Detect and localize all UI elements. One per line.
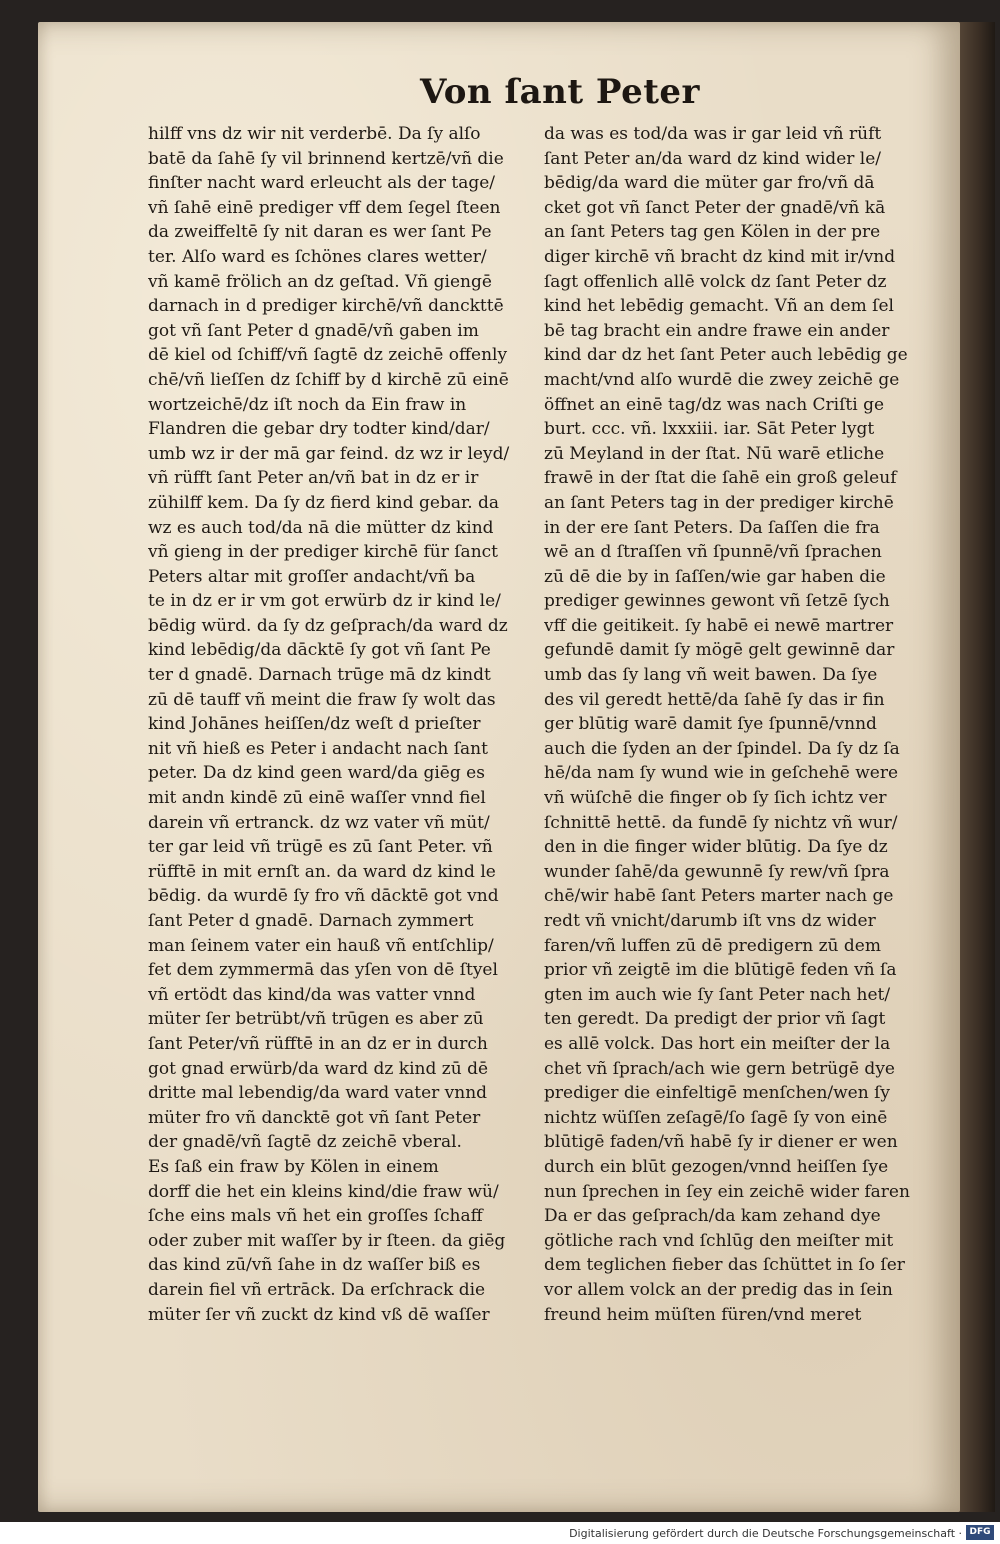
left-text-column — [148, 122, 528, 1327]
text-line: das kind zū/vñ ſahe in dz waſſer biß es — [148, 1255, 481, 1276]
text-line: man ſeinem vater ein hauß vñ entſchlip/ — [148, 935, 494, 956]
text-line: ſant Peter/vñ rüfftē in an dz er in durch — [148, 1033, 488, 1054]
text-line: chet vñ ſprach/ach wie gern betrügē dye — [544, 1058, 895, 1079]
text-line: da was es tod/da was ir gar leid vñ rüft — [544, 124, 882, 144]
text-line: müter ſer betrübt/vñ trūgen es aber zū — [148, 1009, 484, 1030]
text-line: bēdig würd. da ſy dz geſprach/da ward dz — [148, 615, 508, 636]
text-line: kind het lebēdig gemacht. Vñ an dem ſel — [544, 296, 894, 317]
text-line: finſter nacht ward erleucht als der tage/ — [148, 173, 496, 194]
text-line: ſant Peter d gnadē. Darnach zymmert — [148, 911, 474, 931]
text-line: nit vñ hieß es Peter i andacht nach ſant — [148, 738, 488, 759]
text-line: rüfftē in mit ernſt an. da ward dz kind le — [148, 861, 496, 882]
text-line: prior vñ zeigtē im die blūtigē feden vñ ſa — [544, 960, 897, 981]
text-line: prediger die einfeltigē menſchen/wen ſy — [544, 1083, 890, 1104]
text-line: vñ wüſchē die finger ob ſy ſich ichtz ver — [544, 788, 887, 809]
text-line: nichtz wüſſen zeſagē/ſo ſagē ſy von einē — [544, 1107, 888, 1128]
text-line: des vil geredt hettē/da ſahē ſy das ir fin — [544, 689, 885, 710]
text-line: dē kiel od ſchiff/vñ ſagtē dz zeichē offenly — [148, 345, 508, 366]
text-line: in der ere ſant Peters. Da ſaſſen die fra — [544, 517, 880, 538]
text-line: durch ein blūt gezogen/vnnd heiſſen ſye — [544, 1156, 889, 1177]
text-line: an ſant Peters tag gen Kölen in der pre — [544, 222, 881, 243]
text-line: dorff die het ein kleins kind/die fraw wü/ — [148, 1181, 499, 1202]
text-line: ger blūtig warē damit ſye ſpunnē/vnnd — [544, 714, 877, 735]
text-line: prediger gewinnes gewont vñ ſetzē ſych — [544, 591, 890, 612]
text-line: redt vñ vnicht/darumb iſt vns dz wider — [544, 911, 876, 931]
text-line: te in dz er ir vm got erwürb dz ir kind le/ — [148, 591, 501, 612]
text-line: ſche eins mals vñ het ein groſſes ſchaff — [148, 1206, 483, 1227]
text-line: an ſant Peters tag in der prediger kirchē — [544, 492, 894, 513]
text-line: es allē volck. Das hort ein meiſter der la — [544, 1033, 891, 1054]
text-line: chē/wir habē ſant Peters marter nach ge — [544, 886, 894, 907]
text-line: bē tag bracht ein andre frawe ein ander — [544, 320, 890, 341]
text-line: der gnadē/vñ ſagtē dz zeichē vberal. — [148, 1132, 462, 1153]
text-line: umb wz ir der mā gar feind. dz wz ir leyd/ — [148, 443, 510, 464]
text-line: wē an d ſtraſſen vñ ſpunnē/vñ ſprachen — [544, 542, 882, 563]
text-line: ſant Peter an/da ward dz kind wider le/ — [544, 148, 882, 169]
text-line: wz es auch tod/da nā die mütter dz kind — [148, 517, 494, 538]
text-line: nun ſprechen in ſey ein zeichē wider faren — [544, 1181, 910, 1202]
text-line: götliche rach vnd ſchlūg den meiſter mit — [544, 1230, 894, 1251]
text-line: diger kirchē vñ bracht dz kind mit ir/vnd — [544, 246, 896, 267]
text-line: batē da ſahē ſy vil brinnend kertzē/vñ die — [148, 148, 504, 169]
text-line: ſchnittē hettē. da fundē ſy nichtz vñ wur/ — [544, 812, 898, 833]
text-line: chē/vñ lieſſen dz ſchiff by d kirchē zū einē — [148, 369, 509, 390]
text-line: vñ rüfft ſant Peter an/vñ bat in dz er ir — [148, 468, 479, 489]
text-line: faren/vñ luffen zū dē predigern zū dem — [544, 935, 881, 956]
funding-credit: Digitalisierung gefördert durch die Deutsche Forschungsgemeinschaft · — [569, 1527, 962, 1540]
text-line: müter fro vñ dancktē got vñ ſant Peter — [148, 1107, 481, 1128]
text-line: wunder ſahē/da gewunnē ſy rew/vñ ſpra — [544, 861, 890, 882]
text-line: zū Meyland in der ſtat. Nū warē etliche — [544, 443, 885, 464]
text-line: gten im auch wie ſy ſant Peter nach het/ — [544, 984, 891, 1005]
text-line: gefundē damit ſy mögē gelt gewinnē dar — [544, 640, 895, 661]
text-line: Peters altar mit groſſer andacht/vñ ba — [148, 566, 476, 587]
text-line: ten geredt. Da predigt der prior vñ ſagt — [544, 1009, 886, 1030]
text-line: darein vñ ertranck. dz wz vater vñ müt/ — [148, 812, 490, 833]
text-line: freund heim müſten füren/vnd meret — [544, 1304, 862, 1325]
text-line: müter ſer vñ zuckt dz kind vß dē waſſer — [148, 1304, 490, 1325]
text-line: darein fiel vñ ertrāck. Da erſchrack die — [148, 1279, 486, 1300]
text-line: Da er das geſprach/da kam zehand dye — [544, 1206, 881, 1227]
text-line: vff die geitikeit. ſy habē ei newē martrer — [544, 615, 894, 636]
text-line: got gnad erwürb/da ward dz kind zū dē — [148, 1058, 489, 1079]
dfg-logo: DFG — [966, 1525, 994, 1540]
book-edge — [955, 22, 995, 1512]
text-line: macht/vnd alſo wurdē die zwey zeichē ge — [544, 369, 900, 390]
text-line: kind dar dz het ſant Peter auch lebēdig ge — [544, 345, 908, 366]
text-line: burt. ccc. vñ. lxxxiii. iar. Sāt Peter lygt — [544, 419, 875, 440]
text-line: Es ſaß ein fraw by Kölen in einem — [148, 1156, 439, 1177]
text-line: peter. Da dz kind geen ward/da giēg es — [148, 763, 485, 784]
text-line: öffnet an einē tag/dz was nach Criſti ge — [544, 394, 885, 415]
text-line: ter gar leid vñ trügē es zū ſant Peter. vñ — [148, 837, 493, 858]
text-line: vñ ertödt das kind/da was vatter vnnd — [148, 984, 476, 1005]
text-line: bēdig. da wurdē ſy fro vñ dācktē got vnd — [148, 886, 499, 907]
text-line: fet dem zymmermā das yſen von dē ſtyel — [148, 960, 498, 981]
text-line: vñ kamē frölich an dz geſtad. Vñ giengē — [148, 271, 492, 292]
text-line: blūtigē faden/vñ habē ſy ir diener er wen — [544, 1132, 898, 1153]
text-line: bēdig/da ward die müter gar fro/vñ dā — [544, 173, 875, 194]
running-head: Von ſant Peter — [420, 72, 700, 112]
text-line: darnach in d prediger kirchē/vñ danckttē — [148, 296, 504, 317]
text-line: vñ gieng in der prediger kirchē für ſanct — [148, 542, 498, 563]
text-line: auch die ſyden an der ſpindel. Da ſy dz ſa — [544, 738, 900, 759]
text-line: den in die finger wider blūtig. Da ſye dz — [544, 837, 888, 858]
right-text-column — [544, 122, 944, 1327]
text-line: wortzeichē/dz iſt noch da Ein fraw in — [148, 394, 467, 415]
text-line: zū dē die by in ſaſſen/wie gar haben die — [544, 566, 886, 587]
text-line: umb das ſy lang vñ weit bawen. Da ſye — [544, 665, 878, 686]
text-line: vñ ſahē einē prediger vff dem ſegel ſteen — [148, 197, 501, 218]
text-line: mit andn kindē zū einē waſſer vnnd fiel — [148, 788, 486, 809]
text-line: ter d gnadē. Darnach trūge mā dz kindt — [148, 665, 491, 686]
text-line: ter. Alſo ward es ſchönes clares wetter/ — [148, 246, 487, 267]
text-line: dritte mal lebendig/da ward vater vnnd — [148, 1083, 488, 1104]
text-line: hilff vns dz wir nit verderbē. Da ſy alſo — [148, 124, 481, 144]
text-line: ſagt offenlich allē volck dz ſant Peter dz — [544, 271, 887, 292]
text-line: got vñ ſant Peter d gnadē/vñ gaben im — [148, 320, 479, 341]
text-line: da zweiffeltē ſy nit daran es wer ſant Pe — [148, 222, 492, 243]
text-line: cket got vñ ſanct Peter der gnadē/vñ kā — [544, 197, 886, 218]
text-line: dem teglichen fieber das ſchüttet in ſo ſer — [544, 1255, 905, 1276]
text-line: kind Johānes heiſſen/dz weſt d prieſter — [148, 714, 481, 735]
text-line: frawē in der ſtat die ſahē ein groß geleuf — [544, 468, 897, 489]
text-line: zühilff kem. Da ſy dz fierd kind gebar. da — [148, 492, 500, 513]
text-line: kind lebēdig/da dācktē ſy got vñ ſant Pe — [148, 640, 491, 661]
text-line: vor allem volck an der predig das in ſein — [544, 1279, 893, 1300]
text-line: hē/da nam ſy wund wie in geſchehē were — [544, 763, 899, 784]
text-line: zū dē tauff vñ meint die fraw ſy wolt das — [148, 689, 496, 710]
text-line: oder zuber mit waſſer by ir ſteen. da giēg — [148, 1230, 506, 1251]
text-line: Flandren die gebar dry todter kind/dar/ — [148, 419, 490, 440]
